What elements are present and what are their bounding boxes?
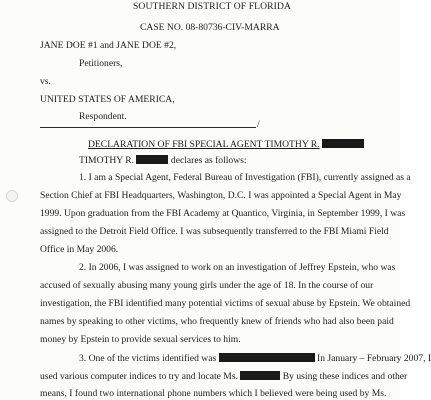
para2-line: investigation, the FBI identified many potential victims of sexual abuse by Epstein. We obtained [40, 298, 411, 309]
respondent-name: UNITED STATES OF AMERICA, [40, 94, 175, 105]
redaction-block [240, 371, 280, 380]
para2-line: 2. In 2006, I was assigned to work on an investigation of Jeffrey Epstein, who was [79, 262, 396, 273]
declarant-name: TIMOTHY R. [79, 155, 135, 166]
para2-line: money by Epstein to provide sexual services to him. [40, 334, 241, 345]
para3-line: means, I found two international phone numbers which I believed were being used by Ms. [40, 388, 387, 399]
petitioners-role: Petitioners, [79, 58, 123, 69]
para2-line: names by speaking to other victims, who frequently knew of friends who had also been paid [40, 316, 394, 327]
redaction-block [322, 139, 364, 148]
para3-text: used various computer indices to try and locate Ms. [40, 371, 238, 382]
para3-line [79, 353, 431, 364]
redaction-block [219, 353, 315, 362]
petitioners-names: JANE DOE #1 and JANE DOE #2, [40, 40, 177, 51]
redaction-block [136, 155, 168, 164]
respondent-role: Respondent. [79, 111, 127, 122]
document-title [88, 139, 364, 150]
para3-text: 3. One of the victims identified was [79, 353, 217, 364]
para1-line: Section Chief at FBI Headquarters, Washington, D.C. I was appointed a Special Agent in May [40, 190, 402, 201]
caption-rule-end: / [257, 119, 260, 130]
punch-hole [6, 190, 18, 202]
para1-line: 1. I am a Special Agent, Federal Bureau of Investigation (FBI), currently assigned as a [79, 172, 411, 183]
opening-line [79, 155, 247, 166]
versus-label: vs. [40, 76, 51, 87]
para1-line: Office in May 2006. [40, 244, 119, 255]
para1-line: 1999. Upon graduation from the FBI Academy at Quantico, Virginia, in September 1999, I was [40, 208, 406, 219]
para1-line: assigned to the Detroit Field Office. I was subsequently transferred to the FBI Miami Field [40, 226, 389, 237]
caption-rule [40, 127, 256, 128]
document-title-text: DECLARATION OF FBI SPECIAL AGENT TIMOTHY R. [88, 139, 320, 150]
para2-line: accused of sexually abusing many young girls under the age of 18. In the course of our [40, 280, 374, 291]
para3-text: In January – February 2007, I [317, 353, 431, 364]
para3-line [40, 371, 407, 382]
para3-text: By using these indices and other [282, 371, 408, 382]
opening-text: declares as follows: [170, 155, 247, 166]
case-number: CASE NO. 08-80736-CIV-MARRA [140, 22, 280, 33]
court-district: SOUTHERN DISTRICT OF FLORIDA [133, 1, 292, 12]
